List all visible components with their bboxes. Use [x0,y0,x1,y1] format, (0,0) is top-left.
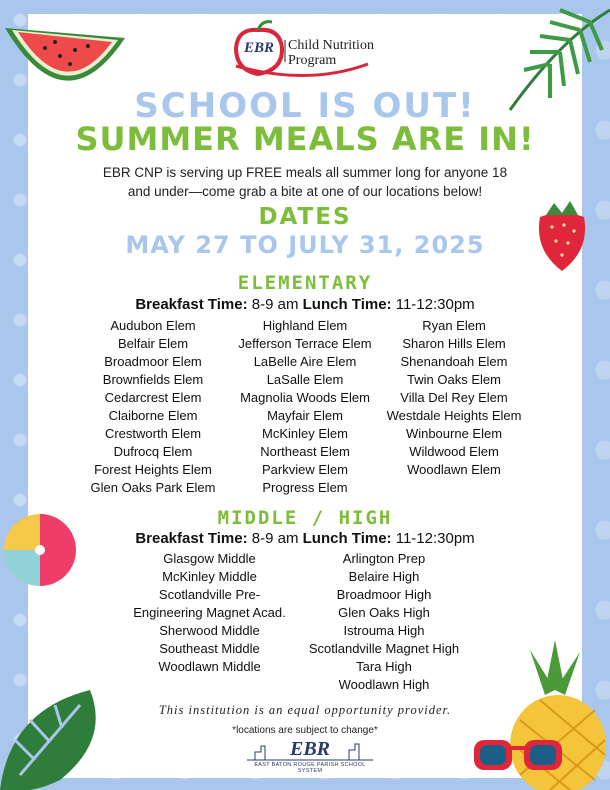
location-item: Villa Del Rey Elem [400,390,508,405]
location-item: Jefferson Terrace Elem [238,336,372,351]
location-item: LaBelle Aire Elem [253,354,357,369]
location-item: Wildwood Elem [409,444,499,459]
lunch-label: Lunch Time: [302,296,392,313]
program-name [288,38,374,68]
locations-note: *locations are subject to change* [232,725,378,736]
breakfast-time: 8-9 am [251,296,299,313]
location-item: Engineering Magnet Acad. [133,605,286,620]
location-item: Cedarcrest Elem [104,390,202,405]
lunch-label: Lunch Time: [302,530,392,547]
location-item: McKinley Middle [162,569,257,584]
location-item: Broadmoor Elem [104,354,202,369]
location-item: Winbourne Elem [405,426,503,441]
intro-line1: EBR CNP is serving up FREE meals all summer long for anyone 18 [102,165,508,180]
headline-summer-meals: SUMMER MEALS ARE IN! [75,120,535,158]
location-item: Ryan Elem [422,318,486,333]
program-name-line1: Child Nutrition [288,38,374,53]
location-item: Parkview Elem [262,462,348,477]
elementary-times [0,296,610,313]
location-item: Shenandoah Elem [400,354,508,369]
headline-school-out: SCHOOL IS OUT! [134,86,476,126]
location-item: Twin Oaks Elem [407,372,501,387]
middle-high-column-1 [132,550,287,676]
middle-high-times [0,530,610,547]
location-item: LaSalle Elem [266,372,344,387]
ebr-wordmark: EBR [289,738,331,760]
location-item: Dufrocq Elem [113,444,193,459]
location-item: Progress Elem [262,480,348,495]
location-item: Glasgow Middle [163,551,256,566]
location-item: McKinley Elem [262,426,348,441]
middle-high-title: MIDDLE / HIGH [217,507,393,529]
location-item: Scotlandville Pre- [158,587,261,602]
location-item: Belfair Elem [117,336,189,351]
elementary-column-1 [78,317,228,497]
location-item: Glen Oaks Park Elem [90,480,216,495]
location-item: Westdale Heights Elem [386,408,522,423]
location-item: Brownfields Elem [102,372,204,387]
breakfast-time: 8-9 am [251,530,299,547]
intro-text [0,163,610,201]
location-item: Woodlawn Middle [158,659,261,674]
logo-ebr-mark: EBR [244,40,275,56]
location-item: Woodlawn High [338,677,430,692]
breakfast-label: Breakfast Time: [135,296,248,313]
school-system-name: EAST BATON ROUGE PARISH SCHOOL SYSTEM [254,762,366,774]
location-item: Glen Oaks High [338,605,430,620]
location-item: Mayfair Elem [267,408,343,423]
location-item: Highland Elem [262,318,348,333]
location-item: Southeast Middle [159,641,260,656]
location-item: Tara High [356,659,412,674]
location-item: Istrouma High [343,623,425,638]
location-item: Crestworth Elem [104,426,202,441]
sunglasses-icon [472,736,564,776]
lunch-time: 11-12:30pm [395,530,475,547]
breakfast-label: Breakfast Time: [135,530,248,547]
equal-opportunity-statement: This institution is an equal opportunity provider. [158,703,452,717]
elementary-title: ELEMENTARY [237,272,373,294]
ebr-school-system-logo [245,738,375,774]
location-item: Broadmoor High [336,587,432,602]
location-item: Claiborne Elem [108,408,198,423]
location-item: Northeast Elem [260,444,350,459]
location-item: Sharon Hills Elem [402,336,506,351]
dates-label: DATES [258,204,352,230]
location-item: Arlington Prep [342,551,426,566]
middle-high-column-2 [294,550,474,694]
program-name-line2: Program [288,53,337,68]
dates-value: MAY 27 TO JULY 31, 2025 [125,231,485,259]
lunch-time: 11-12:30pm [395,296,475,313]
location-item: Woodlawn Elem [407,462,501,477]
location-item: Scotlandville Magnet High [308,641,460,656]
location-item: Belaire High [348,569,420,584]
location-item: Sherwood Middle [159,623,260,638]
location-item: Audubon Elem [110,318,196,333]
elementary-column-2 [225,317,385,497]
location-item: Forest Heights Elem [94,462,212,477]
location-item: Magnolia Woods Elem [240,390,370,405]
intro-line2: and under—come grab a bite at one of our locations below! [127,184,483,199]
elementary-column-3 [375,317,533,479]
